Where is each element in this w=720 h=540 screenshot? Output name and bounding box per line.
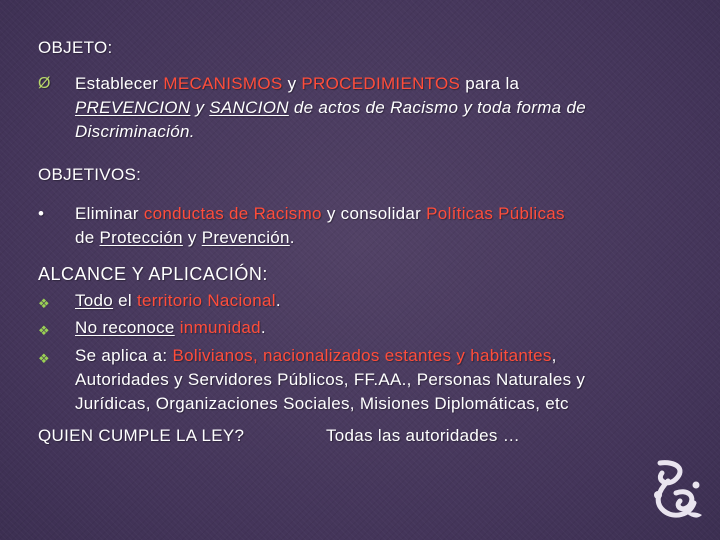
alcance-territorio: territorio Nacional	[136, 291, 276, 310]
objeto-prevencion: PREVENCION	[75, 98, 191, 117]
diamond-bullet-icon: ❖	[38, 323, 50, 338]
objeto-line-1	[75, 72, 695, 96]
objeto-y2: y	[190, 98, 210, 117]
alcance-bolivianos: Bolivianos, nacionalizados estantes y habitantes	[172, 346, 552, 365]
alcance-item-1-text	[75, 289, 695, 313]
alcance-se-aplica: Se aplica a:	[75, 346, 173, 365]
objetivos-eliminar: Eliminar	[75, 204, 144, 223]
quien-cumple-answer: Todas las autoridades …	[326, 426, 521, 445]
objetivos-period: .	[289, 228, 295, 247]
objeto-mecanismos: MECANISMOS	[163, 74, 283, 93]
objetivos-y: y	[182, 228, 202, 247]
objetivos-de: de	[75, 228, 100, 247]
alcance-item-2-text	[75, 316, 695, 340]
objetivos-proteccion: Protección	[99, 228, 183, 247]
objeto-para-la: para la	[460, 74, 520, 93]
objetivos-text	[75, 202, 705, 250]
objetivos-politicas: Políticas Públicas	[426, 204, 565, 223]
objeto-text	[75, 72, 695, 144]
quien-cumple-question: QUIEN CUMPLE LA LEY?	[38, 426, 245, 445]
objetivos-consolidar: y consolidar	[321, 204, 427, 223]
alcance-period-1: .	[275, 291, 281, 310]
floral-swirl-icon	[646, 455, 706, 525]
objeto-procedimientos: PROCEDIMIENTOS	[301, 74, 461, 93]
objetivos-prevencion: Prevención	[201, 228, 290, 247]
alcance-inmunidad: inmunidad	[179, 318, 261, 337]
alcance-period-2: .	[260, 318, 266, 337]
objeto-line-2	[75, 96, 695, 120]
objetivos-line-1	[75, 202, 705, 226]
diamond-bullet-icon: ❖	[38, 296, 50, 311]
dot-bullet-icon: •	[38, 204, 45, 223]
alcance-item-3-line-3: Jurídicas, Organizaciones Sociales, Misiones Diplomáticas, etc	[75, 394, 569, 413]
alcance-item-2	[38, 316, 698, 340]
objeto-item	[38, 72, 698, 148]
alcance-item-3	[38, 344, 708, 416]
objeto-pre: Establecer	[75, 74, 159, 93]
alcance-el: el	[113, 291, 137, 310]
alcance-comma: ,	[551, 346, 557, 365]
objeto-y1: y	[282, 74, 302, 93]
objetivos-conductas: conductas de Racismo	[143, 204, 322, 223]
objetivos-heading: OBJETIVOS:	[38, 165, 142, 184]
alcance-heading: ALCANCE Y APLICACIÓN:	[38, 264, 268, 284]
objeto-sancion: SANCION	[209, 98, 289, 117]
alcance-item-3-line-2: Autoridades y Servidores Públicos, FF.AA., Personas Naturales y	[75, 370, 586, 389]
alcance-item-3-line-1	[75, 344, 705, 368]
alcance-no-reconoce: No reconoce	[75, 318, 175, 337]
alcance-item-3-text	[75, 344, 705, 416]
diamond-bullet-icon: ❖	[38, 351, 50, 366]
alcance-todo: Todo	[75, 291, 114, 310]
circle-slash-bullet-icon: Ø	[38, 75, 51, 92]
objetivos-line-2	[75, 226, 705, 250]
objetivos-item	[38, 202, 698, 254]
objeto-actos: de actos de Racismo y toda forma de	[288, 98, 586, 117]
alcance-item-1	[38, 289, 698, 313]
objeto-line-3: Discriminación.	[75, 122, 195, 141]
objeto-heading: OBJETO:	[38, 38, 113, 57]
